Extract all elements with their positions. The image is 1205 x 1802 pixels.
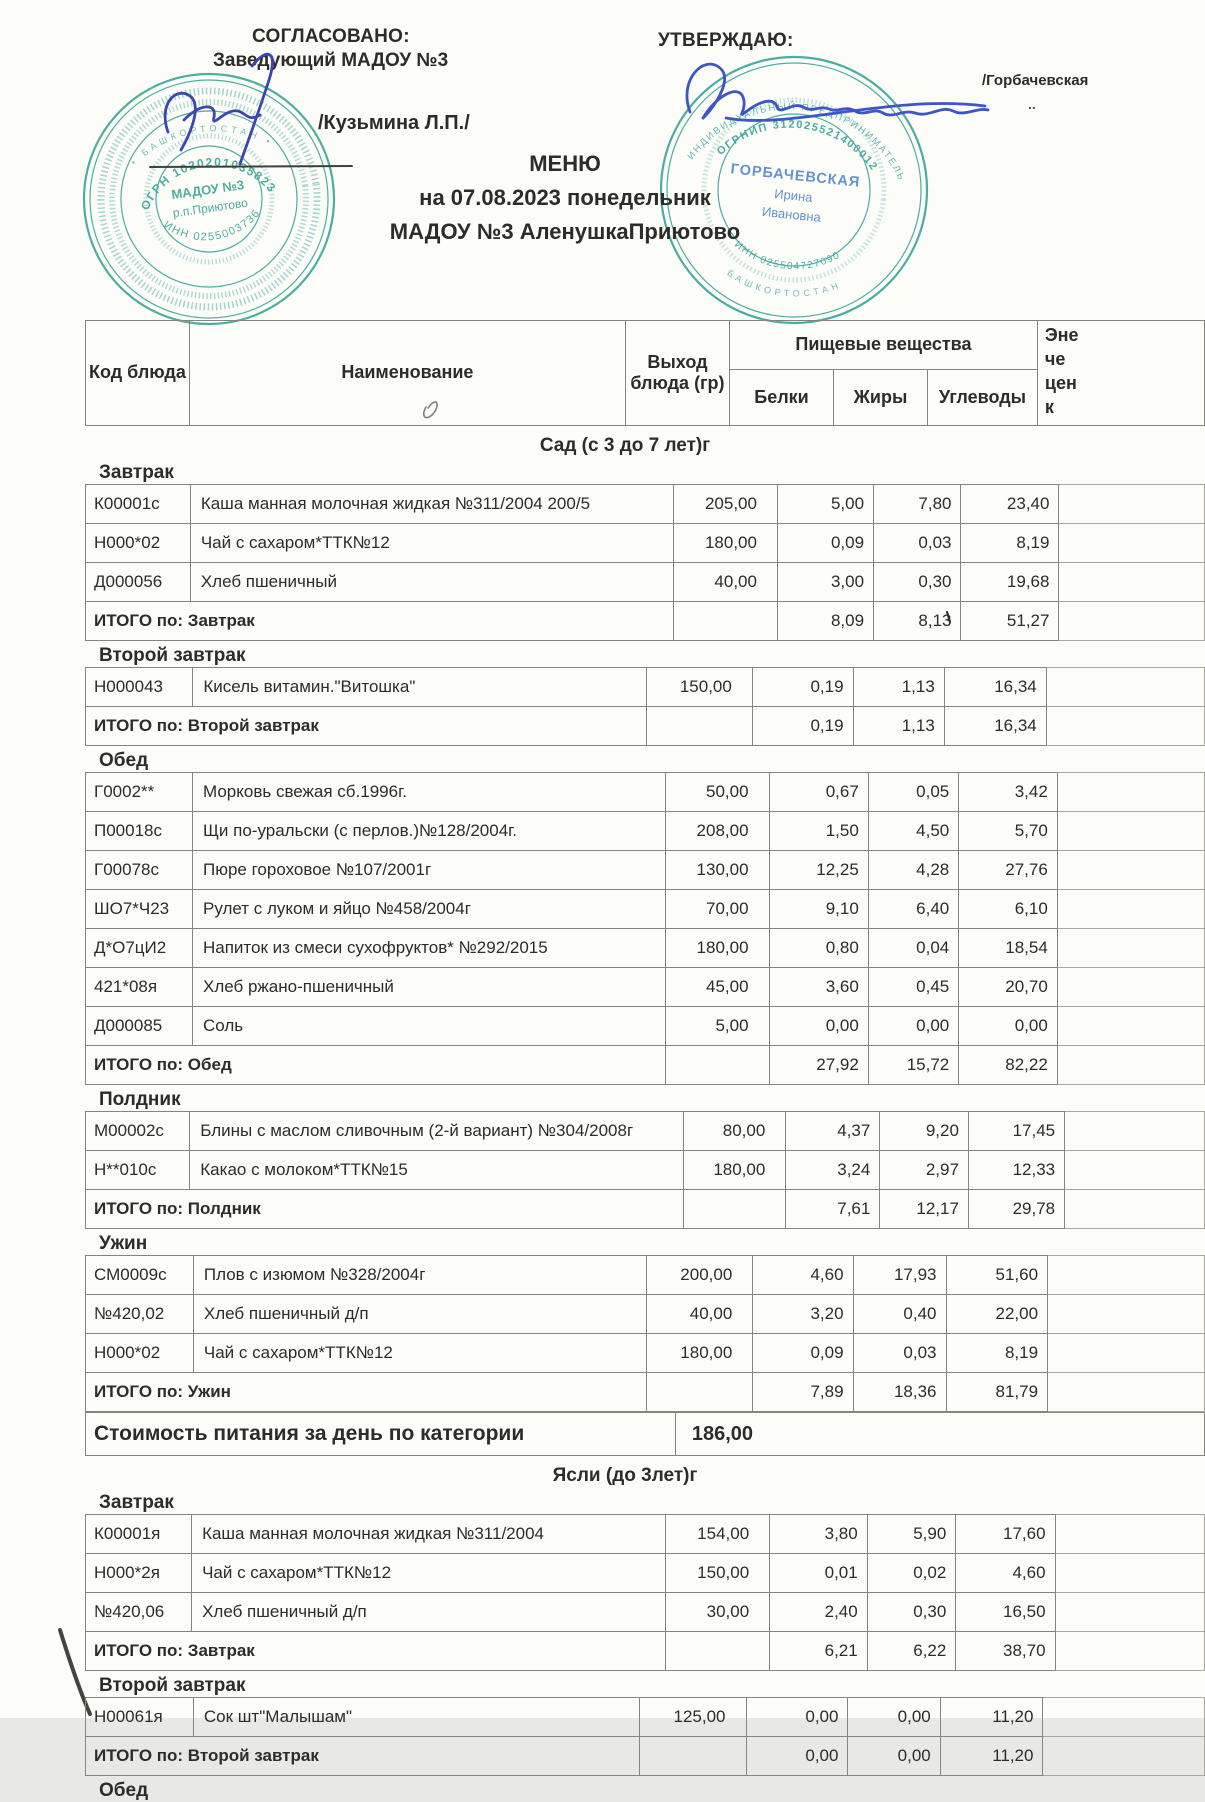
- row-protein: 0,09: [777, 524, 873, 563]
- row-energy-empty: [1057, 929, 1204, 968]
- col-header-carbs: Углеводы: [928, 370, 1038, 426]
- total-output-empty: [639, 1737, 746, 1776]
- row-fat: 6,40: [868, 890, 958, 929]
- row-output: 70,00: [665, 890, 769, 929]
- row-fat: 0,03: [853, 1334, 946, 1373]
- total-label: ИТОГО по: Второй завтрак: [86, 1737, 640, 1776]
- row-code: Г0002**: [86, 773, 193, 812]
- total-protein: 6,21: [770, 1632, 868, 1671]
- total-fat: 0,00: [848, 1737, 940, 1776]
- total-row: [86, 1046, 1205, 1085]
- col-header-protein: Белки: [730, 370, 834, 426]
- stamp-left-org: МАДОУ №3: [170, 177, 245, 203]
- row-code: Д000056: [86, 563, 191, 602]
- row-protein: 3,20: [753, 1295, 853, 1334]
- row-protein: 12,25: [769, 851, 868, 890]
- total-row: [86, 602, 1205, 641]
- total-protein: 7,89: [753, 1373, 853, 1412]
- menu-row: [86, 929, 1205, 968]
- row-code: №420,06: [86, 1593, 192, 1632]
- row-energy-empty: [1059, 524, 1205, 563]
- row-fat: 0,30: [874, 563, 961, 602]
- row-fat: 4,50: [868, 812, 958, 851]
- menu-row: [86, 485, 1205, 524]
- row-output: 40,00: [647, 1295, 753, 1334]
- row-dish-name: Соль: [192, 1007, 665, 1046]
- agreed-position: Заведующий МАДОУ №3: [213, 50, 449, 71]
- row-protein: 1,50: [769, 812, 868, 851]
- row-code: Д000085: [86, 1007, 193, 1046]
- total-protein: 8,09: [777, 602, 873, 641]
- total-protein: 27,92: [769, 1046, 868, 1085]
- row-protein: 3,00: [777, 563, 873, 602]
- row-fat: 0,02: [867, 1554, 956, 1593]
- row-dish-name: Каша манная молочная жидкая №311/2004 200/5: [190, 485, 674, 524]
- row-energy-empty: [1057, 890, 1204, 929]
- row-code: ШО7*Ч23: [86, 890, 193, 929]
- svg-text:ОГРН 1020201035823: ОГРН 1020201035823: [137, 155, 280, 213]
- row-dish-name: Каша манная молочная жидкая №311/2004: [192, 1515, 666, 1554]
- total-carbs: 81,79: [946, 1373, 1048, 1412]
- total-energy-empty: [1057, 1046, 1204, 1085]
- menu-row: [86, 563, 1205, 602]
- row-fat: 1,13: [853, 668, 944, 707]
- row-protein: 3,80: [770, 1515, 868, 1554]
- row-output: 125,00: [639, 1698, 746, 1737]
- row-dish-name: Щи по-уральски (с перлов.)№128/2004г.: [192, 812, 665, 851]
- row-code: К00001с: [86, 485, 191, 524]
- total-row: [86, 1373, 1205, 1412]
- menu-row: [86, 851, 1205, 890]
- row-fat: 7,80: [874, 485, 961, 524]
- row-carbs: 17,45: [968, 1112, 1064, 1151]
- row-code: П00018с: [86, 812, 193, 851]
- row-protein: 0,00: [746, 1698, 848, 1737]
- total-energy-empty: [1048, 1373, 1205, 1412]
- row-dish-name: Морковь свежая сб.1996г.: [192, 773, 665, 812]
- menu-row: [86, 890, 1205, 929]
- row-output: 200,00: [647, 1256, 753, 1295]
- stamp-right-patronymic: Ивановна: [761, 203, 822, 225]
- category-title: Сад (с 3 до 7 лет)г: [539, 435, 711, 456]
- meal-label: Ужин: [99, 1233, 148, 1254]
- stamp-left-town: р.п.Приютово: [171, 195, 249, 221]
- col-header-energy-line: че: [1044, 349, 1066, 369]
- menu-row: [86, 1151, 1205, 1190]
- row-carbs: 8,19: [961, 524, 1059, 563]
- row-energy-empty: [1057, 773, 1204, 812]
- total-energy-empty: [1059, 602, 1205, 641]
- row-fat: 4,28: [868, 851, 958, 890]
- row-code: Д*О7цИ2: [86, 929, 193, 968]
- row-carbs: 23,40: [961, 485, 1059, 524]
- col-header-energy: [1037, 321, 1204, 426]
- row-fat: 0,00: [848, 1698, 940, 1737]
- total-carbs: 11,20: [940, 1737, 1043, 1776]
- menu-row: [86, 524, 1205, 563]
- row-fat: 2,97: [880, 1151, 969, 1190]
- row-dish-name: Хлеб пшеничный: [190, 563, 674, 602]
- stamp-right-firstname: Ирина: [773, 186, 814, 205]
- row-fat: 0,05: [868, 773, 958, 812]
- total-output-empty: [665, 1632, 769, 1671]
- row-code: СМ0009с: [86, 1256, 194, 1295]
- row-fat: 0,30: [867, 1593, 956, 1632]
- approved-name: /Горбачевская: [982, 72, 1089, 89]
- col-header-nutrients: Пищевые вещества: [730, 321, 1038, 370]
- row-dish-name: Хлеб пшеничный д/п: [193, 1295, 646, 1334]
- row-energy-empty: [1065, 1151, 1205, 1190]
- row-carbs: 4,60: [956, 1554, 1055, 1593]
- row-energy-empty: [1055, 1593, 1204, 1632]
- row-dish-name: Хлеб пшеничный д/п: [192, 1593, 666, 1632]
- total-output-empty: [674, 602, 778, 641]
- total-output-empty: [647, 1373, 753, 1412]
- row-fat: 17,93: [853, 1256, 946, 1295]
- row-code: Н000*2я: [86, 1554, 192, 1593]
- row-output: 180,00: [683, 1151, 785, 1190]
- row-carbs: 16,34: [944, 668, 1046, 707]
- total-fat: 12,17: [880, 1190, 969, 1229]
- total-row: [86, 707, 1205, 746]
- row-carbs: 16,50: [956, 1593, 1055, 1632]
- meal-label: Обед: [99, 1780, 149, 1801]
- row-dish-name: Плов с изюмом №328/2004г: [193, 1256, 646, 1295]
- row-dish-name: Рулет с луком и яйцо №458/2004г: [192, 890, 665, 929]
- row-protein: 3,24: [786, 1151, 880, 1190]
- row-fat: 0,45: [868, 968, 958, 1007]
- row-protein: 0,09: [753, 1334, 853, 1373]
- row-output: 40,00: [674, 563, 778, 602]
- meal-label: Завтрак: [99, 1492, 174, 1513]
- total-fat: 15,72: [868, 1046, 958, 1085]
- row-protein: 0,80: [769, 929, 868, 968]
- row-carbs: 0,00: [959, 1007, 1058, 1046]
- total-energy-empty: [1065, 1190, 1205, 1229]
- total-protein: 0,19: [752, 707, 853, 746]
- row-energy-empty: [1048, 1256, 1205, 1295]
- meal-table: [85, 484, 1205, 641]
- meal-table: [85, 1111, 1205, 1229]
- row-energy-empty: [1048, 1334, 1205, 1373]
- row-carbs: 12,33: [968, 1151, 1064, 1190]
- svg-text:ИНН 025504727090: ИНН 025504727090: [732, 239, 843, 273]
- menu-row: [86, 1515, 1205, 1554]
- row-code: К00001я: [86, 1515, 192, 1554]
- menu-row: [86, 1112, 1205, 1151]
- row-output: 180,00: [647, 1334, 753, 1373]
- stamp-right-surname: ГОРБАЧЕВСКАЯ: [729, 161, 862, 191]
- row-fat: 9,20: [880, 1112, 969, 1151]
- svg-text:• БАШКОРТОСТАН •: • БАШКОРТОСТАН •: [128, 123, 276, 168]
- row-code: Н00061я: [86, 1698, 194, 1737]
- row-output: 130,00: [665, 851, 769, 890]
- total-output-empty: [665, 1046, 769, 1085]
- row-energy-empty: [1043, 1698, 1205, 1737]
- menu-row: [86, 1295, 1205, 1334]
- row-fat: 0,03: [874, 524, 961, 563]
- row-energy-empty: [1046, 668, 1204, 707]
- total-fat: 6,22: [867, 1632, 956, 1671]
- total-fat: 1,13: [853, 707, 944, 746]
- daily-cost-value: 186,00: [675, 1413, 1204, 1456]
- agreed-name: /Кузьмина Л.П./: [318, 112, 470, 134]
- row-protein: 9,10: [769, 890, 868, 929]
- row-code: Н**010с: [86, 1151, 190, 1190]
- menu-title: МЕНЮ: [529, 151, 601, 176]
- meal-table: [85, 667, 1205, 746]
- row-energy-empty: [1057, 851, 1204, 890]
- row-protein: 0,00: [769, 1007, 868, 1046]
- row-protein: 4,60: [753, 1256, 853, 1295]
- total-output-empty: [683, 1190, 785, 1229]
- col-header-energy-line: цен: [1044, 373, 1077, 393]
- row-carbs: 18,54: [959, 929, 1058, 968]
- total-energy-empty: [1055, 1632, 1204, 1671]
- total-carbs: 29,78: [968, 1190, 1064, 1229]
- row-output: 45,00: [665, 968, 769, 1007]
- total-fat: 8,13: [874, 602, 961, 641]
- total-label: ИТОГО по: Полдник: [86, 1190, 684, 1229]
- total-row: [86, 1737, 1205, 1776]
- row-energy-empty: [1057, 1007, 1204, 1046]
- meal-label: Обед: [99, 750, 149, 771]
- row-carbs: 19,68: [961, 563, 1059, 602]
- row-output: 50,00: [665, 773, 769, 812]
- row-code: Н000*02: [86, 1334, 194, 1373]
- meal-table: [85, 1514, 1205, 1671]
- row-code: Н000*02: [86, 524, 191, 563]
- row-dish-name: Кисель витамин."Витошка": [193, 668, 646, 707]
- menu-date: на 07.08.2023 понедельник: [419, 185, 711, 210]
- menu-row: [86, 812, 1205, 851]
- row-energy-empty: [1048, 1295, 1205, 1334]
- row-dish-name: Какао с молоком*ТТК№15: [190, 1151, 684, 1190]
- total-label: ИТОГО по: Завтрак: [86, 602, 674, 641]
- total-row: [86, 1632, 1205, 1671]
- row-code: М00002с: [86, 1112, 190, 1151]
- row-output: 154,00: [665, 1515, 769, 1554]
- row-energy-empty: [1055, 1515, 1204, 1554]
- row-energy-empty: [1065, 1112, 1205, 1151]
- row-protein: 0,19: [752, 668, 853, 707]
- daily-cost-table: [85, 1412, 1205, 1456]
- total-carbs: 16,34: [944, 707, 1046, 746]
- row-code: №420,02: [86, 1295, 194, 1334]
- row-energy-empty: [1057, 812, 1204, 851]
- row-dish-name: Чай с сахаром*ТТК№12: [193, 1334, 646, 1373]
- row-dish-name: Хлеб ржано-пшеничный: [192, 968, 665, 1007]
- meal-label: Второй завтрак: [99, 645, 246, 666]
- menu-title-block: [280, 147, 850, 249]
- daily-cost-label: Стоимость питания за день по категории: [86, 1413, 676, 1456]
- row-protein: 3,60: [769, 968, 868, 1007]
- category-title: Ясли (до 3лет)г: [552, 1465, 698, 1486]
- total-carbs: 51,27: [961, 602, 1059, 641]
- row-dish-name: Чай с сахаром*ТТК№12: [192, 1554, 666, 1593]
- svg-text:ИНН 0255003736: ИНН 0255003736: [161, 206, 264, 244]
- row-carbs: 5,70: [959, 812, 1058, 851]
- total-label: ИТОГО по: Завтрак: [86, 1632, 666, 1671]
- total-label: ИТОГО по: Ужин: [86, 1373, 647, 1412]
- row-energy-empty: [1059, 485, 1205, 524]
- row-protein: 0,67: [769, 773, 868, 812]
- approved-label: УТВЕРЖДАЮ:: [658, 30, 794, 51]
- total-protein: 0,00: [746, 1737, 848, 1776]
- total-carbs: 82,22: [959, 1046, 1058, 1085]
- menu-table-area: [85, 320, 1205, 1802]
- row-carbs: 22,00: [946, 1295, 1048, 1334]
- menu-row: [86, 773, 1205, 812]
- row-dish-name: Напиток из смеси сухофруктов* №292/2015: [192, 929, 665, 968]
- row-output: 80,00: [683, 1112, 785, 1151]
- row-fat: 0,00: [868, 1007, 958, 1046]
- row-fat: 0,40: [853, 1295, 946, 1334]
- total-carbs: 38,70: [956, 1632, 1055, 1671]
- col-header-code: Код блюда: [86, 321, 190, 426]
- row-output: 208,00: [665, 812, 769, 851]
- menu-org-name: МАДОУ №3 АленушкаПриютово: [389, 219, 741, 244]
- menu-row: [86, 1554, 1205, 1593]
- row-output: 205,00: [674, 485, 778, 524]
- menu-row: [86, 968, 1205, 1007]
- meal-table: [85, 772, 1205, 1085]
- total-fat: 18,36: [853, 1373, 946, 1412]
- pen-dots-mark: ..: [1028, 96, 1036, 112]
- row-carbs: 8,19: [946, 1334, 1048, 1373]
- row-output: 150,00: [665, 1554, 769, 1593]
- svg-text:ОГРНИП 312025521400012: ОГРНИП 312025521400012: [714, 118, 881, 174]
- row-carbs: 20,70: [959, 968, 1058, 1007]
- meal-label: Второй завтрак: [99, 1675, 246, 1696]
- meal-table: [85, 1255, 1205, 1412]
- row-carbs: 51,60: [946, 1256, 1048, 1295]
- row-output: 180,00: [674, 524, 778, 563]
- total-row: [86, 1190, 1205, 1229]
- agreed-label: СОГЛАСОВАНО:: [252, 26, 410, 47]
- svg-text:ИНДИВИДУАЛЬНЫЙ ПРЕДПРИНИМАТЕЛЬ: ИНДИВИДУАЛЬНЫЙ ПРЕДПРИНИМАТЕЛЬ: [685, 101, 908, 184]
- row-dish-name: Чай с сахаром*ТТК№12: [190, 524, 674, 563]
- row-carbs: 27,76: [959, 851, 1058, 890]
- col-header-fat: Жиры: [833, 370, 927, 426]
- menu-row: [86, 1256, 1205, 1295]
- row-output: 180,00: [665, 929, 769, 968]
- total-energy-empty: [1046, 707, 1204, 746]
- meal-table: [85, 1697, 1205, 1776]
- menu-row: [86, 668, 1205, 707]
- col-header-energy-line: к: [1044, 397, 1054, 417]
- total-label: ИТОГО по: Второй завтрак: [86, 707, 647, 746]
- daily-cost-row: [86, 1413, 1205, 1456]
- col-header-energy-line: Эне: [1044, 325, 1079, 345]
- col-header-output: Выход блюда (гр): [625, 321, 729, 426]
- meal-label: Полдник: [99, 1089, 181, 1110]
- menu-table-header: [85, 320, 1205, 426]
- meal-label: Завтрак: [99, 462, 174, 483]
- row-dish-name: Сок шт"Малышам": [193, 1698, 639, 1737]
- row-carbs: 3,42: [959, 773, 1058, 812]
- row-output: 5,00: [665, 1007, 769, 1046]
- menu-row: [86, 1334, 1205, 1373]
- row-carbs: 17,60: [956, 1515, 1055, 1554]
- row-energy-empty: [1055, 1554, 1204, 1593]
- total-energy-empty: [1043, 1737, 1205, 1776]
- row-code: Г00078с: [86, 851, 193, 890]
- row-protein: 5,00: [777, 485, 873, 524]
- row-output: 30,00: [665, 1593, 769, 1632]
- menu-row: [86, 1593, 1205, 1632]
- row-protein: 0,01: [770, 1554, 868, 1593]
- total-protein: 7,61: [786, 1190, 880, 1229]
- total-label: ИТОГО по: Обед: [86, 1046, 666, 1085]
- row-code: Н000043: [86, 668, 193, 707]
- row-protein: 2,40: [770, 1593, 868, 1632]
- row-carbs: 11,20: [940, 1698, 1043, 1737]
- row-dish-name: Блины с маслом сливочным (2-й вариант) №304/2008г: [190, 1112, 684, 1151]
- row-fat: 5,90: [867, 1515, 956, 1554]
- col-header-name: Наименование: [189, 321, 625, 426]
- row-code: 421*08я: [86, 968, 193, 1007]
- row-energy-empty: [1059, 563, 1205, 602]
- menu-row: [86, 1698, 1205, 1737]
- row-protein: 4,37: [786, 1112, 880, 1151]
- row-output: 150,00: [646, 668, 752, 707]
- row-carbs: 6,10: [959, 890, 1058, 929]
- svg-text:БАШКОРТОСТАН: БАШКОРТОСТАН: [725, 267, 844, 299]
- row-energy-empty: [1057, 968, 1204, 1007]
- menu-row: [86, 1007, 1205, 1046]
- row-dish-name: Пюре гороховое №107/2001г: [192, 851, 665, 890]
- total-output-empty: [646, 707, 752, 746]
- row-fat: 0,04: [868, 929, 958, 968]
